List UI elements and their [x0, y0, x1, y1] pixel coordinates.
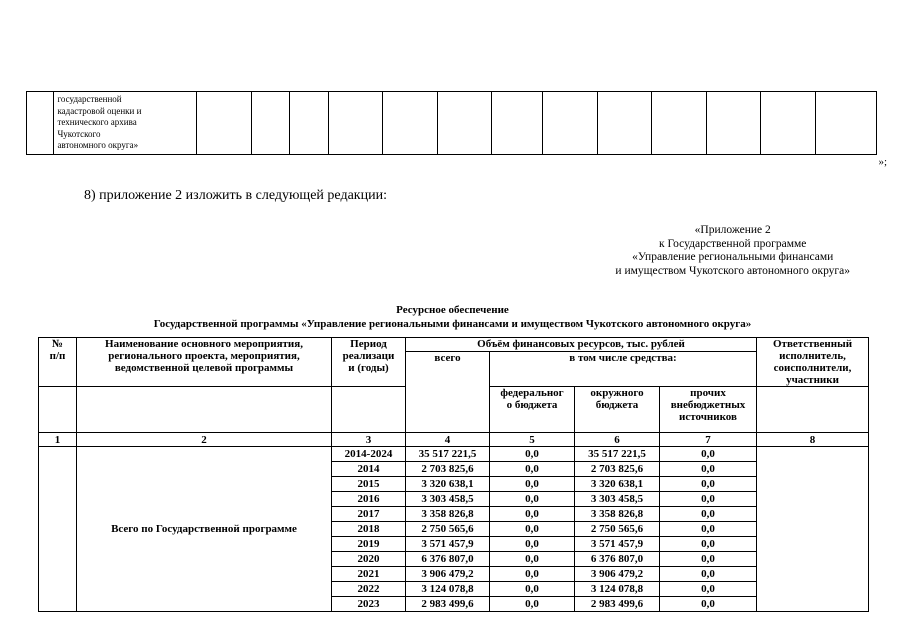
fragment-cell [598, 92, 652, 155]
header-period-line: Период [350, 338, 387, 350]
period-cell: 2016 [332, 492, 406, 507]
fragment-text-cell [54, 92, 196, 155]
column-number: 3 [332, 433, 406, 447]
period-cell: 2017 [332, 507, 406, 522]
fragment-cell [707, 92, 761, 155]
header-name-spacer [77, 387, 332, 433]
other-cell: 0,0 [660, 492, 757, 507]
header-responsible-line: участники [786, 374, 839, 386]
row-label: Всего по Государственной программе [77, 447, 332, 612]
total-cell: 2 703 825,6 [406, 462, 490, 477]
closing-quote-mark: »; [878, 156, 887, 168]
total-cell: 3 358 826,8 [406, 507, 490, 522]
fragment-cell [437, 92, 491, 155]
header-other [660, 387, 757, 433]
fragment-cell [196, 92, 251, 155]
total-cell: 3 906 479,2 [406, 567, 490, 582]
appendix-header [615, 224, 850, 278]
period-cell: 2018 [332, 522, 406, 537]
header-responsible-spacer [757, 387, 869, 433]
table-title: Ресурсное обеспечение [396, 304, 509, 316]
other-cell: 0,0 [660, 567, 757, 582]
federal-cell: 0,0 [490, 462, 575, 477]
period-cell: 2022 [332, 582, 406, 597]
federal-cell: 0,0 [490, 477, 575, 492]
header-total: всего [406, 352, 490, 433]
column-number: 5 [490, 433, 575, 447]
federal-cell: 0,0 [490, 567, 575, 582]
district-cell: 2 983 499,6 [575, 597, 660, 612]
appendix-line: и имуществом Чукотского автономного округа» [615, 264, 850, 277]
appendix-line: «Управление региональными финансами [632, 251, 834, 263]
federal-cell: 0,0 [490, 507, 575, 522]
district-cell: 2 703 825,6 [575, 462, 660, 477]
fragment-cell [491, 92, 543, 155]
total-cell: 6 376 807,0 [406, 552, 490, 567]
fragment-cell [815, 92, 876, 155]
district-cell: 3 124 078,8 [575, 582, 660, 597]
column-number: 4 [406, 433, 490, 447]
previous-table-fragment [26, 91, 877, 155]
header-period-line: и (годы) [348, 362, 389, 374]
header-num-line: № [51, 338, 64, 350]
period-cell: 2021 [332, 567, 406, 582]
total-cell: 2 750 565,6 [406, 522, 490, 537]
district-cell: 3 320 638,1 [575, 477, 660, 492]
fragment-cell [382, 92, 437, 155]
column-number: 8 [757, 433, 869, 447]
header-name-line: регионального проекта, мероприятия, [108, 350, 300, 362]
header-federal-line: о бюджета [506, 399, 558, 411]
federal-cell: 0,0 [490, 447, 575, 462]
district-cell: 35 517 221,5 [575, 447, 660, 462]
header-responsible-line: соисполнители, [773, 362, 852, 374]
other-cell: 0,0 [660, 537, 757, 552]
total-cell: 3 124 078,8 [406, 582, 490, 597]
total-cell: 3 571 457,9 [406, 537, 490, 552]
header-federal-line: федеральног [500, 387, 564, 399]
fragment-cell [543, 92, 598, 155]
header-name [77, 338, 332, 387]
federal-cell: 0,0 [490, 537, 575, 552]
column-number: 6 [575, 433, 660, 447]
fragment-text-line: Чукотского [57, 128, 101, 139]
period-cell: 2019 [332, 537, 406, 552]
district-cell: 3 358 826,8 [575, 507, 660, 522]
column-number: 2 [77, 433, 332, 447]
responsible-cell [757, 447, 869, 612]
header-period-line: реализаци [342, 350, 395, 362]
federal-cell: 0,0 [490, 522, 575, 537]
fragment-cell [652, 92, 707, 155]
header-federal [490, 387, 575, 433]
period-cell: 2014 [332, 462, 406, 477]
header-other-line: внебюджетных [670, 399, 746, 411]
total-cell: 3 320 638,1 [406, 477, 490, 492]
other-cell: 0,0 [660, 522, 757, 537]
period-cell: 2020 [332, 552, 406, 567]
other-cell: 0,0 [660, 582, 757, 597]
fragment-cell [760, 92, 815, 155]
federal-cell: 0,0 [490, 492, 575, 507]
column-number: 1 [39, 433, 77, 447]
federal-cell: 0,0 [490, 582, 575, 597]
other-cell: 0,0 [660, 507, 757, 522]
resource-table [38, 337, 869, 612]
period-cell: 2015 [332, 477, 406, 492]
header-including: в том числе средства: [490, 352, 757, 387]
other-cell: 0,0 [660, 447, 757, 462]
table-row [39, 447, 869, 462]
period-cell: 2023 [332, 597, 406, 612]
federal-cell: 0,0 [490, 552, 575, 567]
header-name-line: Наименование основного мероприятия, [105, 338, 303, 350]
header-district-line: окружного [590, 387, 644, 399]
district-cell: 2 750 565,6 [575, 522, 660, 537]
header-responsible-line: Ответственный [773, 338, 853, 350]
header-num [39, 338, 77, 387]
federal-cell: 0,0 [490, 597, 575, 612]
row-num-cell [39, 447, 77, 612]
fragment-cell [328, 92, 382, 155]
total-cell: 2 983 499,6 [406, 597, 490, 612]
fragment-cell [27, 92, 54, 155]
total-cell: 35 517 221,5 [406, 447, 490, 462]
header-name-line: ведомственной целевой программы [114, 362, 294, 374]
fragment-cell [290, 92, 329, 155]
other-cell: 0,0 [660, 477, 757, 492]
header-num-spacer [39, 387, 77, 433]
header-period [332, 338, 406, 387]
fragment-text-line: государственной [57, 94, 122, 104]
district-cell: 3 303 458,5 [575, 492, 660, 507]
other-cell: 0,0 [660, 597, 757, 612]
period-cell: 2014-2024 [332, 447, 406, 462]
column-number: 7 [660, 433, 757, 447]
header-district [575, 387, 660, 433]
header-responsible-line: исполнитель, [779, 350, 846, 362]
appendix-line: «Приложение 2 [694, 224, 771, 236]
district-cell: 3 571 457,9 [575, 537, 660, 552]
column-number-row [39, 433, 869, 447]
appendix-line: к Государственной программе [659, 237, 807, 250]
header-district-line: бюджета [595, 399, 639, 411]
header-volume: Объём финансовых ресурсов, тыс. рублей [406, 338, 757, 352]
fragment-text-line: кадастровой оценки и [57, 105, 142, 116]
header-period-spacer [332, 387, 406, 433]
fragment-cell [251, 92, 290, 155]
other-cell: 0,0 [660, 462, 757, 477]
district-cell: 3 906 479,2 [575, 567, 660, 582]
other-cell: 0,0 [660, 552, 757, 567]
header-responsible [757, 338, 869, 387]
table-subtitle: Государственной программы «Управление региональными финансами и имуществом Чукотского автономного округа» [153, 318, 752, 330]
district-cell: 6 376 807,0 [575, 552, 660, 567]
header-other-line: источников [679, 411, 737, 423]
amendment-paragraph: 8) приложение 2 изложить в следующей редакции: [84, 188, 387, 203]
fragment-text-line: автономного округа» [57, 140, 139, 150]
header-num-line: п/п [49, 350, 66, 362]
fragment-text-line: технического архива [57, 117, 137, 127]
total-cell: 3 303 458,5 [406, 492, 490, 507]
header-other-line: прочих [690, 387, 726, 399]
